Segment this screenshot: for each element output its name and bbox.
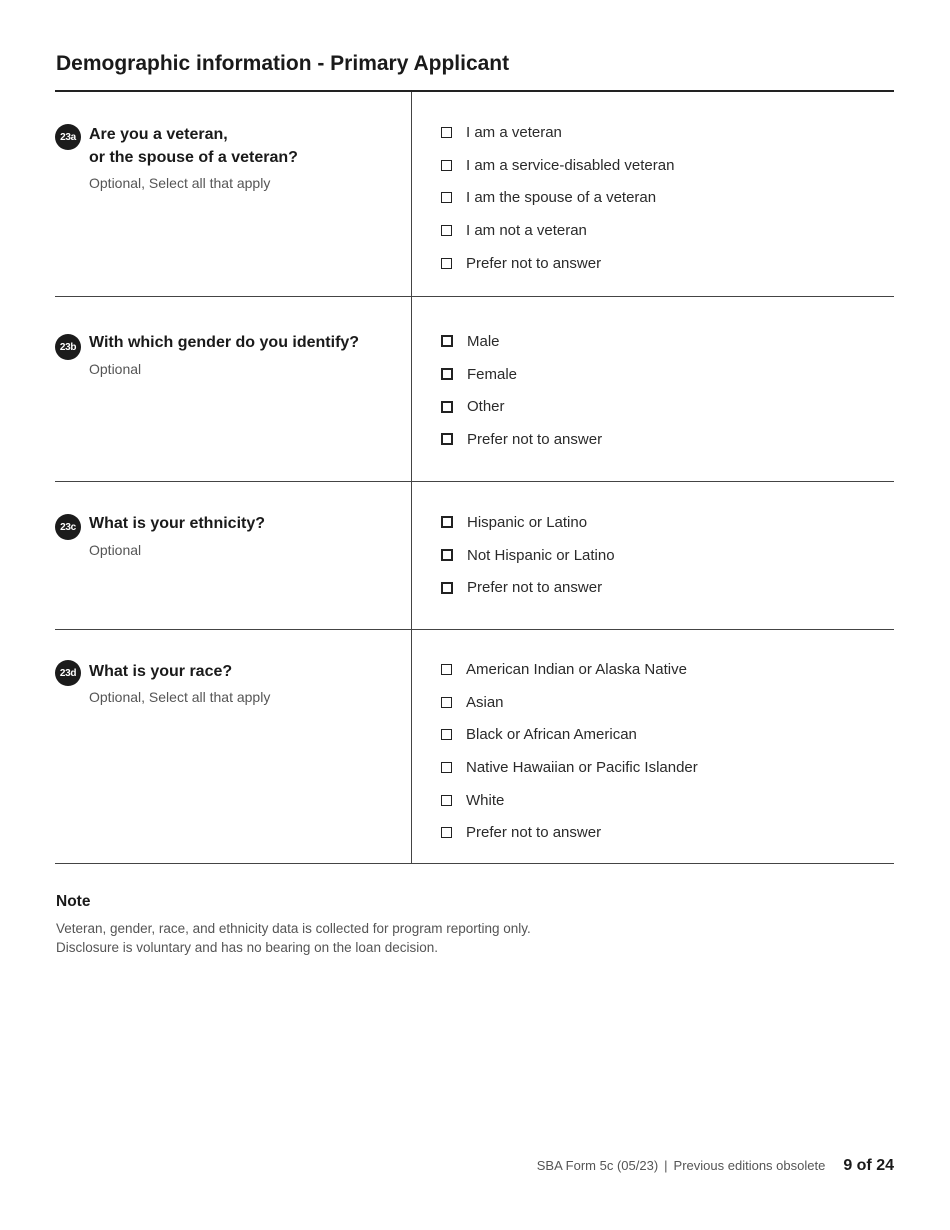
option-label: Prefer not to answer — [466, 254, 602, 272]
option-label: Prefer not to answer — [466, 824, 602, 842]
option-hispanic-or-latino[interactable] — [441, 506, 615, 539]
question-subtitle: Optional, Select all that apply — [89, 689, 271, 705]
question-title-line: What is your ethnicity? — [89, 515, 266, 532]
option-label: Not Hispanic or Latino — [467, 546, 615, 564]
option-veteran[interactable] — [441, 116, 674, 149]
checkbox[interactable] — [441, 433, 453, 445]
option-american-indian-or-alaska-native[interactable] — [441, 653, 698, 686]
option-label: I am a veteran — [466, 123, 562, 141]
answer-cell — [412, 482, 894, 629]
option-service-disabled-veteran[interactable] — [441, 149, 674, 182]
question-title — [89, 331, 359, 354]
question-number-badge: 23a — [55, 124, 81, 150]
note-line: Disclosure is voluntary and has no bearing on the loan decision. — [56, 940, 438, 955]
question-title-line: or the spouse of a veteran? — [89, 149, 298, 166]
question-title-line: What is your race? — [89, 663, 233, 680]
question-row-race — [55, 630, 894, 864]
page-footer — [537, 1157, 894, 1175]
question-number-badge: 23c — [55, 514, 81, 540]
option-other[interactable] — [441, 390, 602, 423]
option-prefer-not-to-answer[interactable] — [441, 247, 674, 280]
option-label: I am not a veteran — [466, 221, 587, 239]
checkbox[interactable] — [441, 549, 453, 561]
options-list — [441, 506, 615, 604]
page-number: 9 of 24 — [843, 1157, 894, 1174]
option-label: White — [466, 791, 505, 809]
options-list — [441, 653, 698, 849]
demographic-form — [55, 90, 894, 864]
option-prefer-not-to-answer[interactable] — [441, 571, 615, 604]
option-label: Hispanic or Latino — [467, 513, 588, 531]
checkbox[interactable] — [441, 762, 452, 773]
checkbox[interactable] — [441, 160, 452, 171]
option-male[interactable] — [441, 325, 602, 358]
checkbox[interactable] — [441, 729, 452, 740]
note-title: Note — [56, 893, 91, 910]
option-label: I am the spouse of a veteran — [466, 189, 657, 207]
option-label: Black or African American — [466, 726, 637, 744]
question-title — [89, 123, 298, 169]
question-cell — [55, 630, 412, 863]
footer-separator: | — [664, 1158, 668, 1173]
option-asian[interactable] — [441, 686, 698, 719]
checkbox[interactable] — [441, 192, 452, 203]
note-section — [56, 893, 531, 957]
question-title-line: With which gender do you identify? — [89, 334, 360, 351]
form-identifier: SBA Form 5c (05/23) — [536, 1158, 659, 1173]
question-title-line: Are you a veteran, — [89, 126, 228, 143]
option-label: Female — [467, 365, 518, 383]
question-row-ethnicity — [55, 482, 894, 630]
question-subtitle: Optional — [89, 361, 142, 377]
question-number-badge: 23b — [55, 334, 81, 360]
answer-cell — [412, 92, 894, 296]
option-label: American Indian or Alaska Native — [466, 660, 687, 678]
checkbox[interactable] — [441, 127, 452, 138]
option-label: Asian — [466, 693, 504, 711]
question-row-veteran — [55, 92, 894, 297]
answer-cell — [412, 297, 894, 481]
checkbox[interactable] — [441, 368, 453, 380]
note-line: Veteran, gender, race, and ethnicity data is collected for program reporting only. — [56, 921, 531, 936]
option-prefer-not-to-answer[interactable] — [441, 423, 602, 456]
answer-cell — [412, 630, 894, 863]
question-cell — [55, 92, 412, 296]
options-list — [441, 325, 602, 456]
question-title — [89, 660, 232, 683]
option-label: Native Hawaiian or Pacific Islander — [466, 758, 698, 776]
option-spouse-of-veteran[interactable] — [441, 181, 674, 214]
editions-notice: Previous editions obsolete — [673, 1158, 826, 1173]
option-label: Prefer not to answer — [467, 579, 603, 597]
checkbox[interactable] — [441, 225, 452, 236]
option-label: Other — [467, 398, 505, 416]
question-cell — [55, 297, 412, 481]
option-white[interactable] — [441, 784, 698, 817]
checkbox[interactable] — [441, 697, 452, 708]
checkbox[interactable] — [441, 335, 453, 347]
option-label: I am a service-disabled veteran — [466, 156, 675, 174]
question-subtitle: Optional, Select all that apply — [89, 175, 271, 191]
option-label: Male — [467, 332, 500, 350]
checkbox[interactable] — [441, 401, 453, 413]
checkbox[interactable] — [441, 582, 453, 594]
option-prefer-not-to-answer[interactable] — [441, 816, 698, 849]
option-female[interactable] — [441, 358, 602, 391]
checkbox[interactable] — [441, 827, 452, 838]
question-title — [89, 512, 265, 535]
option-native-hawaiian-or-pacific-islander[interactable] — [441, 751, 698, 784]
checkbox[interactable] — [441, 664, 452, 675]
question-row-gender — [55, 297, 894, 482]
option-black-or-african-american[interactable] — [441, 718, 698, 751]
option-not-veteran[interactable] — [441, 214, 674, 247]
checkbox[interactable] — [441, 258, 452, 269]
question-cell — [55, 482, 412, 629]
question-number-badge: 23d — [55, 660, 81, 686]
checkbox[interactable] — [441, 516, 453, 528]
option-label: Prefer not to answer — [467, 430, 603, 448]
options-list — [441, 116, 674, 279]
question-subtitle: Optional — [89, 542, 142, 558]
checkbox[interactable] — [441, 795, 452, 806]
option-not-hispanic-or-latino[interactable] — [441, 539, 615, 572]
page-title: Demographic information - Primary Applicant — [56, 52, 510, 75]
